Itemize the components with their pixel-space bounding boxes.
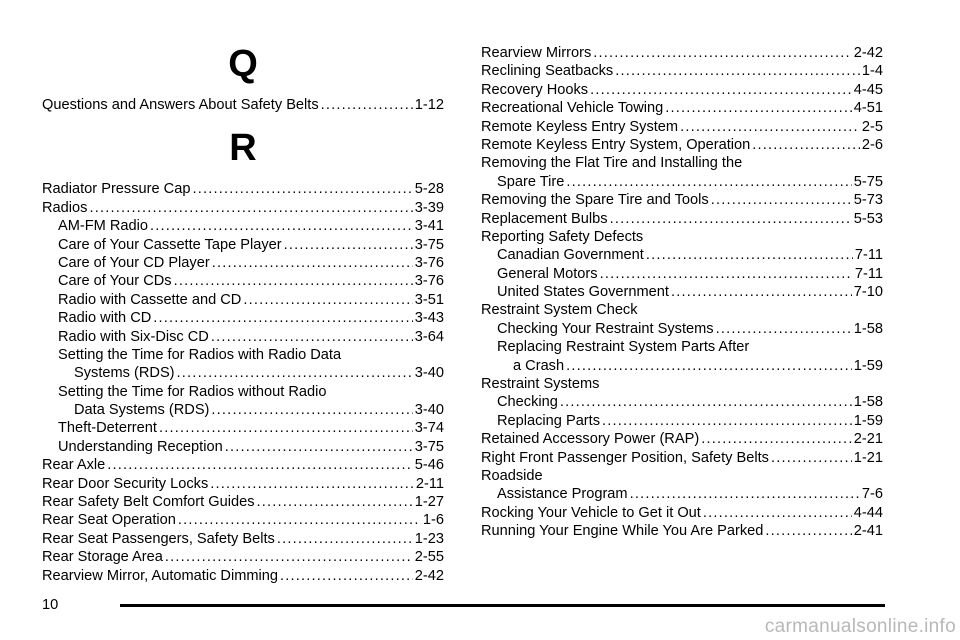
entry-title: Checking	[497, 394, 558, 411]
index-entry	[481, 283, 883, 301]
index-entry	[42, 456, 444, 474]
entry-page: 2-21	[853, 431, 883, 448]
entry-title: a Crash	[513, 357, 565, 374]
entry-page: 1-59	[853, 357, 883, 374]
entry-title: Care of Your Cassette Tape Player	[58, 236, 282, 253]
index-entry	[481, 191, 883, 209]
entry-title: United States Government	[497, 284, 669, 301]
entry-page: 1-4	[861, 63, 883, 80]
dot-leader	[107, 456, 413, 474]
entry-page: 2-11	[415, 475, 444, 492]
entry-page: 5-75	[853, 173, 883, 190]
entry-title: Recovery Hooks	[481, 81, 589, 98]
footer-rule	[120, 604, 885, 607]
index-entry	[481, 393, 883, 411]
index-entry	[42, 254, 444, 272]
entry-title: Radio with Six-Disc CD	[58, 328, 209, 345]
entry-page: 3-40	[414, 365, 444, 382]
index-entry	[42, 272, 444, 290]
index-entry	[42, 511, 444, 529]
index-entry	[42, 199, 444, 217]
dot-leader	[177, 364, 413, 382]
index-entry	[42, 475, 444, 493]
section-letter: Q	[228, 43, 258, 85]
index-entry	[42, 548, 444, 566]
dot-leader	[257, 493, 413, 511]
index-heading	[481, 228, 883, 246]
index-column-left	[42, 44, 444, 585]
entry-page: 3-64	[414, 328, 444, 345]
index-heading	[42, 383, 444, 401]
dot-leader	[174, 272, 413, 290]
dot-leader	[671, 283, 852, 301]
entry-page: 4-51	[853, 100, 883, 117]
entry-title: Assistance Program	[497, 486, 628, 503]
entry-title: Rear Storage Area	[42, 549, 163, 566]
entry-page: 1-58	[853, 394, 883, 411]
entry-title: Removing the Flat Tire and Installing the	[481, 155, 743, 172]
index-entry	[42, 567, 444, 585]
dot-leader	[752, 136, 860, 154]
entry-page: 5-73	[853, 192, 883, 209]
index-entry	[481, 485, 883, 503]
index-entry	[42, 328, 444, 346]
dot-leader	[602, 412, 852, 430]
index-entry	[42, 291, 444, 309]
index-entry	[42, 438, 444, 456]
index-column-right	[481, 44, 883, 541]
dot-leader	[646, 246, 853, 264]
index-entry	[481, 412, 883, 430]
entry-title: Checking Your Restraint Systems	[497, 320, 714, 337]
dot-leader	[89, 199, 412, 217]
entry-title: Recreational Vehicle Towing	[481, 100, 664, 117]
entry-title: Replacement Bulbs	[481, 210, 608, 227]
index-entry	[481, 210, 883, 228]
index-heading	[481, 338, 883, 356]
dot-leader	[165, 548, 413, 566]
entry-title: Rearview Mirrors	[481, 45, 592, 61]
dot-leader	[711, 191, 852, 209]
entry-page: 3-43	[414, 310, 444, 327]
entry-page: 2-42	[853, 45, 883, 61]
index-entry	[481, 246, 883, 264]
index-entry	[481, 320, 883, 338]
entry-title: Radio with Cassette and CD	[58, 291, 242, 308]
dot-leader	[150, 217, 413, 235]
entry-page: 2-55	[414, 549, 444, 566]
entry-page: 5-28	[414, 181, 444, 198]
dot-leader	[665, 99, 852, 117]
entry-title: Care of Your CDs	[58, 273, 172, 290]
entry-page: 3-41	[414, 218, 444, 235]
entry-title: Setting the Time for Radios with Radio Data	[58, 346, 342, 363]
index-entry	[481, 118, 883, 136]
index-entry	[481, 99, 883, 117]
watermark: carmanualsonline.info	[764, 616, 956, 637]
index-entry	[42, 364, 444, 382]
index-entry	[481, 504, 883, 522]
dot-leader	[716, 320, 852, 338]
entry-page: 2-42	[414, 567, 444, 584]
index-entry	[481, 430, 883, 448]
entry-title: Rear Seat Operation	[42, 512, 176, 529]
dot-leader	[593, 44, 852, 62]
entry-title: Canadian Government	[497, 247, 644, 264]
entry-page: 4-44	[853, 504, 883, 521]
entry-title: General Motors	[497, 265, 598, 282]
entry-title: Retained Accessory Power (RAP)	[481, 431, 700, 448]
entry-page: 1-21	[853, 449, 883, 466]
dot-leader	[630, 485, 860, 503]
entry-title: Rearview Mirror, Automatic Dimming	[42, 567, 278, 584]
entry-title: Radios	[42, 199, 88, 216]
page-number: 10	[42, 597, 59, 613]
entry-page: 3-40	[414, 402, 444, 419]
index-entry	[481, 173, 883, 191]
entry-title: Care of Your CD Player	[58, 254, 210, 271]
entry-title: Radiator Pressure Cap	[42, 181, 191, 198]
entry-title: Understanding Reception	[58, 438, 223, 455]
dot-leader	[210, 475, 414, 493]
entry-title: Rear Door Security Locks	[42, 475, 209, 492]
dot-leader	[610, 210, 852, 228]
dot-leader	[566, 173, 851, 191]
entry-page: 4-45	[853, 81, 883, 98]
dot-leader	[321, 96, 413, 114]
entry-title: Rear Axle	[42, 457, 106, 474]
entry-title: Spare Tire	[497, 173, 565, 190]
dot-leader	[765, 522, 851, 540]
dot-leader	[280, 567, 413, 585]
entry-page: 3-75	[414, 236, 444, 253]
entry-title: Remote Keyless Entry System, Operation	[481, 136, 751, 153]
index-entry	[481, 81, 883, 99]
index-entry	[42, 530, 444, 548]
entry-page: 3-51	[414, 291, 444, 308]
entry-page: 1-59	[853, 412, 883, 429]
index-heading	[481, 301, 883, 319]
entry-title: Rocking Your Vehicle to Get it Out	[481, 504, 701, 521]
section-letter: R	[229, 127, 257, 170]
index-entry	[481, 357, 883, 375]
entry-title: Roadside	[481, 467, 543, 484]
dot-leader	[680, 118, 860, 136]
entry-page: 7-6	[861, 486, 883, 503]
dot-leader	[243, 291, 412, 309]
entry-page: 5-46	[414, 457, 444, 474]
dot-leader	[159, 419, 413, 437]
index-entry	[42, 419, 444, 437]
entry-page: 1-23	[414, 530, 444, 547]
dot-leader	[225, 438, 413, 456]
entry-title: Right Front Passenger Position, Safety Belts	[481, 449, 769, 466]
dot-leader	[211, 328, 413, 346]
entry-title: Restraint System Check	[481, 302, 638, 319]
entry-title: Questions and Answers About Safety Belts	[42, 97, 319, 113]
index-entry	[481, 44, 883, 62]
entry-page: 2-41	[853, 523, 883, 540]
entry-page: 1-58	[853, 320, 883, 337]
dot-leader	[590, 81, 852, 99]
dot-leader	[277, 530, 413, 548]
index-entry	[481, 136, 883, 154]
dot-leader	[212, 254, 413, 272]
index-entry	[42, 236, 444, 254]
entry-page: 7-11	[854, 247, 883, 264]
entry-page: 7-10	[853, 284, 883, 301]
entry-page: 1-6	[422, 512, 444, 529]
dot-leader	[178, 511, 421, 529]
entry-page: 2-6	[861, 136, 883, 153]
dot-leader	[284, 236, 413, 254]
entry-page: 1-27	[414, 494, 444, 511]
dot-leader	[153, 309, 413, 327]
entry-title: AM-FM Radio	[58, 218, 149, 235]
dot-leader	[703, 504, 852, 522]
index-heading	[42, 346, 444, 364]
entry-page: 5-53	[853, 210, 883, 227]
entry-title: Replacing Restraint System Parts After	[497, 339, 750, 356]
index-heading	[481, 467, 883, 485]
entry-title: Remote Keyless Entry System	[481, 118, 679, 135]
entry-page: 3-39	[414, 199, 444, 216]
index-entry	[481, 522, 883, 540]
dot-leader	[560, 393, 852, 411]
entry-title: Reclining Seatbacks	[481, 63, 614, 80]
entry-title: Radio with CD	[58, 310, 152, 327]
index-entry	[481, 449, 883, 467]
dot-leader	[615, 62, 860, 80]
index-entry	[42, 96, 444, 114]
entry-page: 1-12	[414, 97, 444, 113]
entry-page: 3-74	[414, 420, 444, 437]
index-entry	[42, 309, 444, 327]
dot-leader	[771, 449, 852, 467]
entry-title: Restraint Systems	[481, 376, 600, 393]
entry-title: Data Systems (RDS)	[74, 402, 210, 419]
index-heading	[481, 375, 883, 393]
dot-leader	[600, 265, 853, 283]
index-entry	[481, 265, 883, 283]
entry-page: 3-75	[414, 438, 444, 455]
entry-title: Rear Safety Belt Comfort Guides	[42, 494, 255, 511]
entry-page: 7-11	[854, 265, 883, 282]
entry-page: 3-76	[414, 254, 444, 271]
entry-title: Running Your Engine While You Are Parked	[481, 523, 764, 540]
index-entry	[42, 180, 444, 198]
dot-leader	[701, 430, 852, 448]
index-heading	[481, 154, 883, 172]
entry-title: Rear Seat Passengers, Safety Belts	[42, 530, 275, 547]
entry-title: Reporting Safety Defects	[481, 228, 644, 245]
dot-leader	[192, 180, 412, 198]
entry-title: Systems (RDS)	[74, 365, 175, 382]
entry-page: 3-76	[414, 273, 444, 290]
dot-leader	[566, 357, 852, 375]
entry-title: Removing the Spare Tire and Tools	[481, 192, 709, 209]
index-entry	[42, 493, 444, 511]
index-entry	[42, 217, 444, 235]
index-entry	[42, 401, 444, 419]
entry-title: Setting the Time for Radios without Radio	[58, 383, 327, 400]
index-entry	[481, 62, 883, 80]
entry-page: 2-5	[861, 118, 883, 135]
dot-leader	[211, 401, 412, 419]
entry-title: Replacing Parts	[497, 412, 601, 429]
entry-title: Theft-Deterrent	[58, 420, 157, 437]
